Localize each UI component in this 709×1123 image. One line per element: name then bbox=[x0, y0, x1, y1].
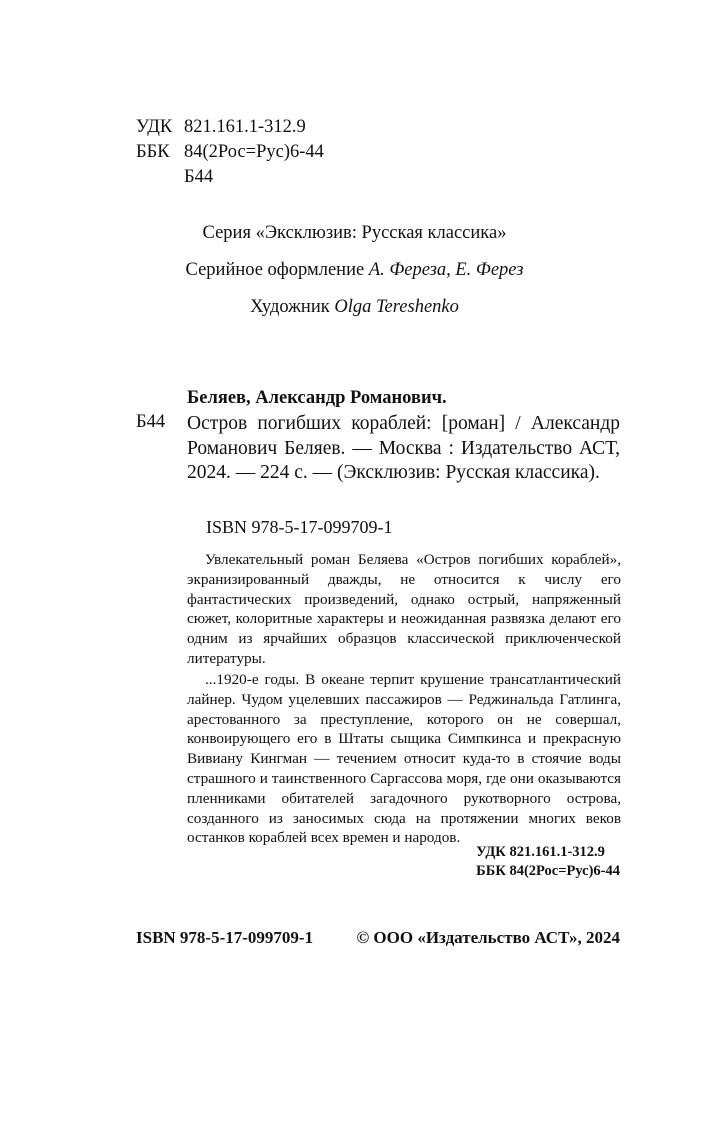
footer-copyright: © ООО «Издательство АСТ», 2024 bbox=[356, 928, 620, 947]
footer-isbn: ISBN 978-5-17-099709-1 bbox=[136, 928, 314, 947]
abstract-paragraph-1: Увлекательный роман Беляева «Остров погибших кораблей», экранизированный дважды, не относится к числу его фантастических произведений, однако острый, напряженный сюжет, колоритные характеры и неожиданная развязка делают его одним из ярчайших образцов классической приключенческой литературы. bbox=[187, 551, 621, 667]
series-line: Серия «Эксклюзив: Русская классика» bbox=[202, 223, 507, 243]
artist-label: Художник bbox=[250, 297, 335, 317]
bbk-line bbox=[136, 140, 324, 165]
udk-line bbox=[136, 115, 324, 140]
isbn-line: ISBN 978-5-17-099709-1 bbox=[206, 517, 393, 537]
bbk-value: 84(2Рос=Рус)6-44 bbox=[184, 142, 324, 162]
artist-credit bbox=[0, 297, 709, 318]
bbk-key: ББК bbox=[136, 142, 170, 162]
design-names: А. Фереза, Е. Ферез bbox=[368, 260, 524, 280]
abstract-paragraph-2: ...1920-е годы. В океане терпит крушение трансатлантический лайнер. Чудом уцелевших пассажиров — Реджинальда Гатлинга, арестованного за преступление, которого он не совершал, конвоирующего его в Штаты сыщика Симпкинса и прекрасную Вивиану Кингман — течением относит куда-то в стоячие воды страшного и таинственного Саргассова моря, где они оказываются пленниками обитателей загадочного рукотворного острова, созданного из заносимых сюда на протяжении многих веков останков кораблей всех времен и народов. bbox=[187, 671, 621, 847]
codes-bbk: ББК 84(2Рос=Рус)6-44 bbox=[476, 863, 620, 879]
entry-author: Беляев, Александр Романович. bbox=[187, 388, 447, 408]
classification-block bbox=[136, 115, 324, 190]
entry-mark: Б44 bbox=[136, 412, 166, 432]
design-label: Серийное оформление bbox=[185, 260, 369, 280]
udk-key: УДК bbox=[136, 117, 173, 137]
bibliographic-entry: Остров погибших кораблей: [роман] / Александр Романович Беляев. — Москва : Издательство АСТ, 2024. — 224 с. — (Эксклюзив: Русская классика). bbox=[187, 413, 620, 483]
udk-value: 821.161.1-312.9 bbox=[184, 117, 306, 137]
author-mark-line bbox=[136, 165, 324, 190]
codes-udk: УДК 821.161.1-312.9 bbox=[476, 844, 605, 860]
design-credit bbox=[0, 260, 709, 281]
classification-codes bbox=[476, 843, 620, 881]
artist-name: Olga Tereshenko bbox=[334, 297, 459, 317]
author-mark: Б44 bbox=[184, 167, 214, 187]
